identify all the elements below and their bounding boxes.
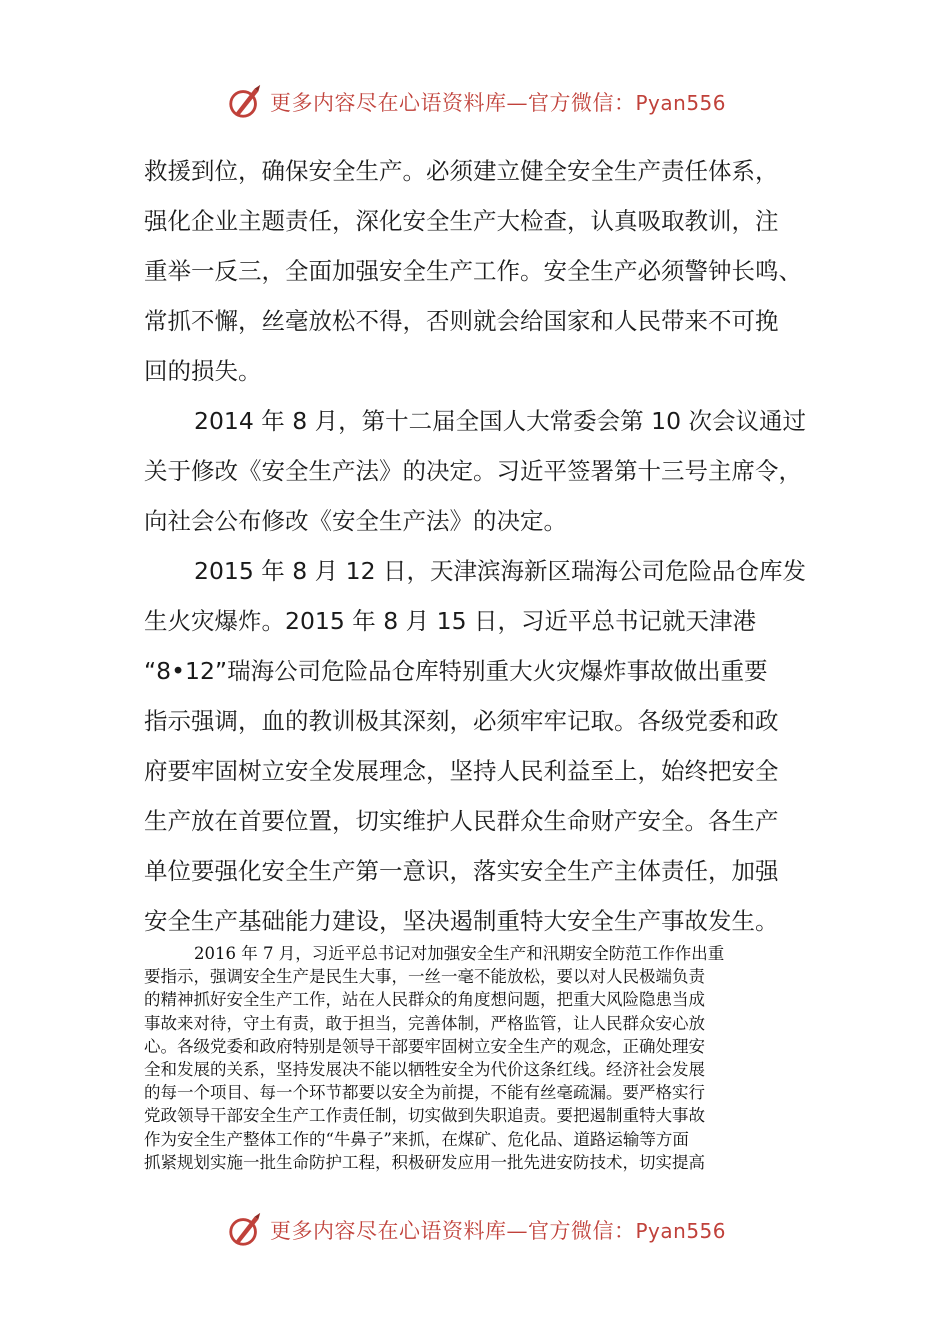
text-line: 向社会公布修改《安全生产法》的决定。 (144, 507, 567, 535)
paragraph-start-line: 2014 年 8 月，第十二届全国人大常委会第 10 次会议通过 (194, 407, 807, 435)
text-line: “8•12”瑞海公司危险品仓库特别重大火灾爆炸事故做出重要 (144, 657, 768, 685)
header-banner (226, 80, 726, 124)
text-line: 全和发展的关系，坚持发展决不能以牺牲安全为代价这条红线。经济社会发展 (144, 1059, 705, 1079)
paragraph-start-line: 2015 年 8 月 12 日，天津滨海新区瑞海公司危险品仓库发 (194, 557, 807, 585)
text-line: 救援到位，确保安全生产。必须建立健全安全生产责任体系， (144, 157, 779, 185)
main-body-text (144, 146, 807, 946)
text-line: 生火灾爆炸。2015 年 8 月 15 日，习近平总书记就天津港 (144, 607, 757, 635)
header-banner-text: 更多内容尽在心语资料库—官方微信：Pyan556 (270, 91, 727, 115)
text-line: 指示强调，血的教训极其深刻，必须牢牢记取。各级党委和政 (144, 707, 779, 735)
footer-banner-text: 更多内容尽在心语资料库—官方微信：Pyan556 (270, 1219, 727, 1243)
text-line: 生产放在首要位置，切实维护人民群众生命财产安全。各生产 (144, 807, 779, 835)
text-line: 要指示，强调安全生产是民生大事，一丝一毫不能放松，要以对人民极端负责 (144, 967, 705, 987)
text-line: 单位要强化安全生产第一意识，落实安全生产主体责任，加强 (144, 857, 779, 885)
pen-quill-logo-icon (226, 1211, 264, 1249)
text-line: 府要牢固树立安全发展理念，坚持人民利益至上，始终把安全 (144, 757, 779, 785)
pen-quill-logo-icon (226, 83, 264, 121)
secondary-body-text (144, 942, 804, 1174)
text-line: 安全生产基础能力建设，坚决遏制重特大安全生产事故发生。 (144, 907, 779, 935)
text-line: 心。各级党委和政府特别是领导干部要牢固树立安全生产的观念，正确处理安 (144, 1036, 705, 1056)
text-line: 常抓不懈，丝毫放松不得，否则就会给国家和人民带来不可挽 (144, 307, 779, 335)
text-line: 党政领导干部安全生产工作责任制，切实做到失职追责。要把遏制重特大事故 (144, 1106, 705, 1126)
text-line: 重举一反三，全面加强安全生产工作。安全生产必须警钟长鸣、 (144, 257, 802, 285)
text-line: 的精神抓好安全生产工作，站在人民群众的角度想问题，把重大风险隐患当成 (144, 990, 705, 1010)
text-line: 作为安全生产整体工作的“牛鼻子”来抓，在煤矿、危化品、道路运输等方面 (144, 1129, 689, 1149)
text-line: 关于修改《安全生产法》的决定。习近平签署第十三号主席令， (144, 457, 802, 485)
text-line: 强化企业主题责任，深化安全生产大检查，认真吸取教训，注 (144, 207, 779, 235)
paragraph-start-line: 2016 年 7 月，习近平总书记对加强安全生产和汛期安全防范工作作出重 (194, 944, 725, 963)
text-line: 抓紧规划实施一批生命防护工程，积极研发应用一批先进安防技术，切实提高 (144, 1152, 705, 1172)
footer-banner (226, 1208, 726, 1252)
text-line: 回的损失。 (144, 357, 262, 385)
text-line: 的每一个项目、每一个环节都要以安全为前提，不能有丝毫疏漏。要严格实行 (144, 1083, 705, 1103)
text-line: 事故来对待，守土有责，敢于担当，完善体制，严格监管，让人民群众安心放 (144, 1013, 705, 1033)
